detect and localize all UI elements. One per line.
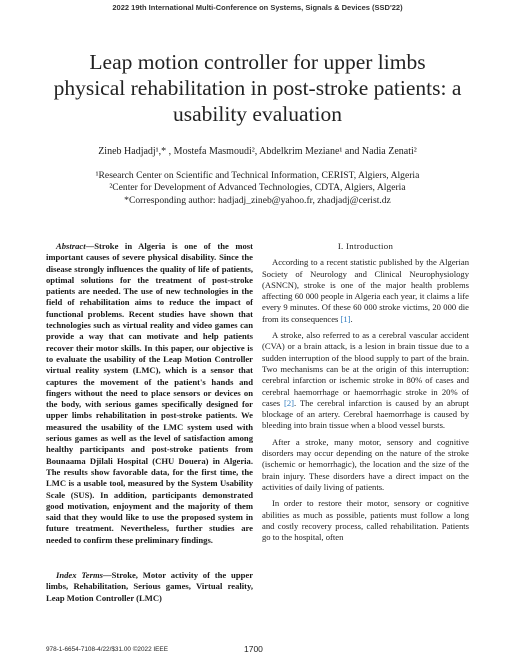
- abstract: [46, 241, 253, 546]
- abstract-text: —Stroke in Algeria is one of the most important causes of severe physical disability. Since the disease strongly influences the quality of life of patients, optimal solutions for the treatment of post-stroke patients are needed. The use of new technologies in the field of rehabilitation aims to reduce the impact of functional problems. Recent studies have shown that technologies such as virtual reality and video games can provide a way that can motivate and help patients recover their motor skills. In this paper, our objective is to evaluate the usability of the Leap Motion Controller virtual reality system (LMC), which is a sensor that captures the movement of the patient's hands and fingers without the need to place sensors or devices on the body, with serious games specifically designed for upper limbs rehabilitation in post-stroke patients. We measured the usability of the LMC system used with serious games as well as the level of satisfaction among healthy participants and post-stroke patients from Bounaama Djilali Hospital (CHU Douera) in Algeria. The results show favorable data, for the first time, the LMC is a usable tool, measured by the System Usability Scale (SUS). In addition, participants demonstrated good motivation, enjoyment and the majority of them said that they would like to use the proposed system in future treatment. Nevertheless, further studies are needed to confirm these preliminary findings.: [46, 241, 253, 545]
- index-terms-label: Index Terms: [56, 570, 103, 581]
- intro-paragraph-3: After a stroke, many motor, sensory and cognitive disorders may occur depending on the nature of the stroke (ischemic or hemorrhagic), the location and the size of the brain injury. These disorders have a direct impact on the activities of daily living of patients.: [262, 436, 469, 492]
- paragraph-text: .: [350, 313, 353, 324]
- section-heading: I. Introduction: [337, 241, 394, 251]
- intro-paragraph-4: In order to restore their motor, sensory or cognitive abilities as much as possible, patients must follow a long and costly recovery process, called rehabilitation. Patients go to the hospital, often: [262, 498, 469, 543]
- title-line: usability evaluation: [173, 102, 342, 126]
- paragraph-text: According to a recent statistic published by the Algerian Society of Neurology and Clinical Neurophysiology (ASNCN), stroke is one of the major health problems affecting 60 000 people in Algeria each year, it claims a life every 9 minutes. Of these 60 000 stroke victims, 20 000 die from its consequences: [262, 257, 469, 324]
- title-line: physical rehabilitation in post-stroke patients: a: [53, 76, 462, 100]
- index-terms-text: —Stroke, Motor activity of the upper limbs, Rehabilitation, Serious games, Virtual reality, Leap Motion Controller (LMC): [46, 570, 254, 603]
- page-number: 1700: [244, 644, 263, 654]
- citation-link[interactable]: [1]: [340, 313, 351, 324]
- citation-link[interactable]: [2]: [283, 397, 295, 408]
- right-column: [262, 241, 469, 543]
- conference-header: 2022 19th International Multi-Conference on Systems, Signals & Devices (SSD'22): [112, 3, 403, 12]
- intro-paragraph-1: [262, 257, 469, 325]
- index-terms: [46, 570, 253, 604]
- corresponding-author: *Corresponding author: hadjadj_zineb@yahoo.fr, zhadjadj@cerist.dz: [124, 194, 391, 206]
- affiliation-line: ¹Research Center on Scientific and Technical Information, CERIST, Algiers, Algeria: [95, 170, 420, 181]
- footer-isbn: 978-1-6654-7108-4/22/$31.00 ©2022 IEEE: [46, 646, 168, 653]
- left-column: [46, 241, 253, 604]
- affiliation-line: ²Center for Development of Advanced Technologies, CDTA, Algiers, Algeria: [109, 182, 406, 194]
- paper-title: [20, 49, 495, 127]
- abstract-label: Abstract: [56, 241, 86, 251]
- paragraph-text: . The cerebral infarction is caused by an abrupt blockage of an artery. Cerebral haemorrhage is caused by bleeding into brain tissue when a blood vessel bursts.: [262, 397, 469, 431]
- intro-paragraph-2: [262, 330, 469, 432]
- author-list: Zineb Hadjadj¹,* , Mostefa Masmoudi², Abdelkrim Meziane¹ and Nadia Zenati²: [98, 146, 417, 157]
- affiliations: [0, 170, 515, 207]
- paragraph-text: A stroke, also referred to as a cerebral vascular accident (CVA) or a brain attack, is a lesion in brain tissue due to a sudden interruption of the blood supply to part of the brain. Two mechanisms can be at the origin of this interruption: cerebral infarction or ischemic stroke in 80% of cases and cerebral haemorrhage or haemorrhagic stroke in 20% of cases: [262, 330, 469, 408]
- title-line: Leap motion controller for upper limbs: [89, 50, 426, 74]
